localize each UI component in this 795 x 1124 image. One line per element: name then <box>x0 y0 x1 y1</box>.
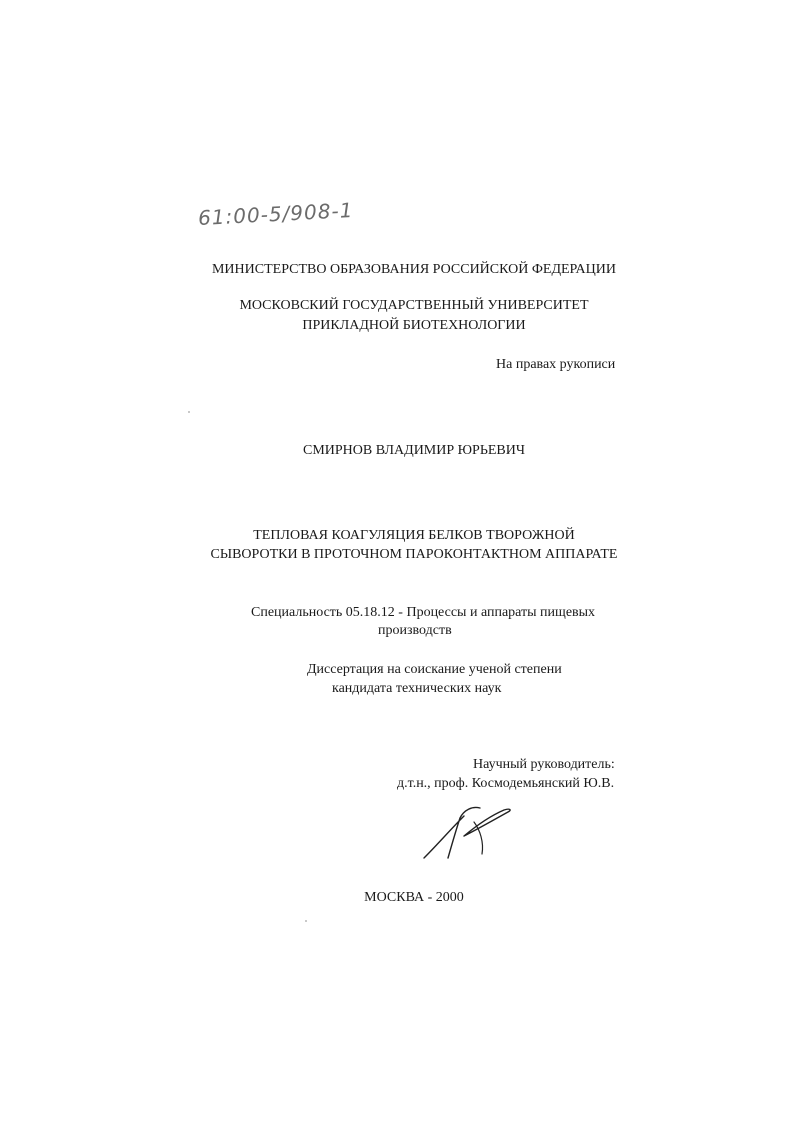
archive-number-handwritten: 61:00-5/908-1 <box>197 197 354 231</box>
supervisor-label: Научный руководитель: <box>473 757 615 772</box>
scan-speck <box>305 920 307 922</box>
thesis-title-line1: ТЕПЛОВАЯ КОАГУЛЯЦИЯ БЕЛКОВ ТВОРОЖНОЙ <box>253 528 575 543</box>
city-year: МОСКВА - 2000 <box>364 890 464 905</box>
author-name: СМИРНОВ ВЛАДИМИР ЮРЬЕВИЧ <box>303 443 525 458</box>
scan-speck <box>188 411 190 413</box>
specialty-line1: Специальность 05.18.12 - Процессы и аппараты пищевых <box>251 605 596 620</box>
dissertation-degree-line2: кандидата технических наук <box>332 681 502 696</box>
signature-mark <box>420 800 520 864</box>
supervisor-name: д.т.н., проф. Космодемьянский Ю.В. <box>397 776 615 791</box>
ministry-heading: МИНИСТЕРСТВО ОБРАЗОВАНИЯ РОССИЙСКОЙ ФЕДЕРАЦИИ <box>211 262 616 277</box>
dissertation-degree-line1: Диссертация на соискание ученой степени <box>307 662 562 677</box>
thesis-title-line2: СЫВОРОТКИ В ПРОТОЧНОМ ПАРОКОНТАКТНОМ АППАРАТЕ <box>210 547 618 562</box>
university-name-line2: ПРИКЛАДНОЙ БИОТЕХНОЛОГИИ <box>302 318 526 333</box>
university-name-line1: МОСКОВСКИЙ ГОСУДАРСТВЕННЫЙ УНИВЕРСИТЕТ <box>239 298 589 313</box>
specialty-line2: производств <box>378 623 452 638</box>
manuscript-rights-note: На правах рукописи <box>496 357 616 372</box>
